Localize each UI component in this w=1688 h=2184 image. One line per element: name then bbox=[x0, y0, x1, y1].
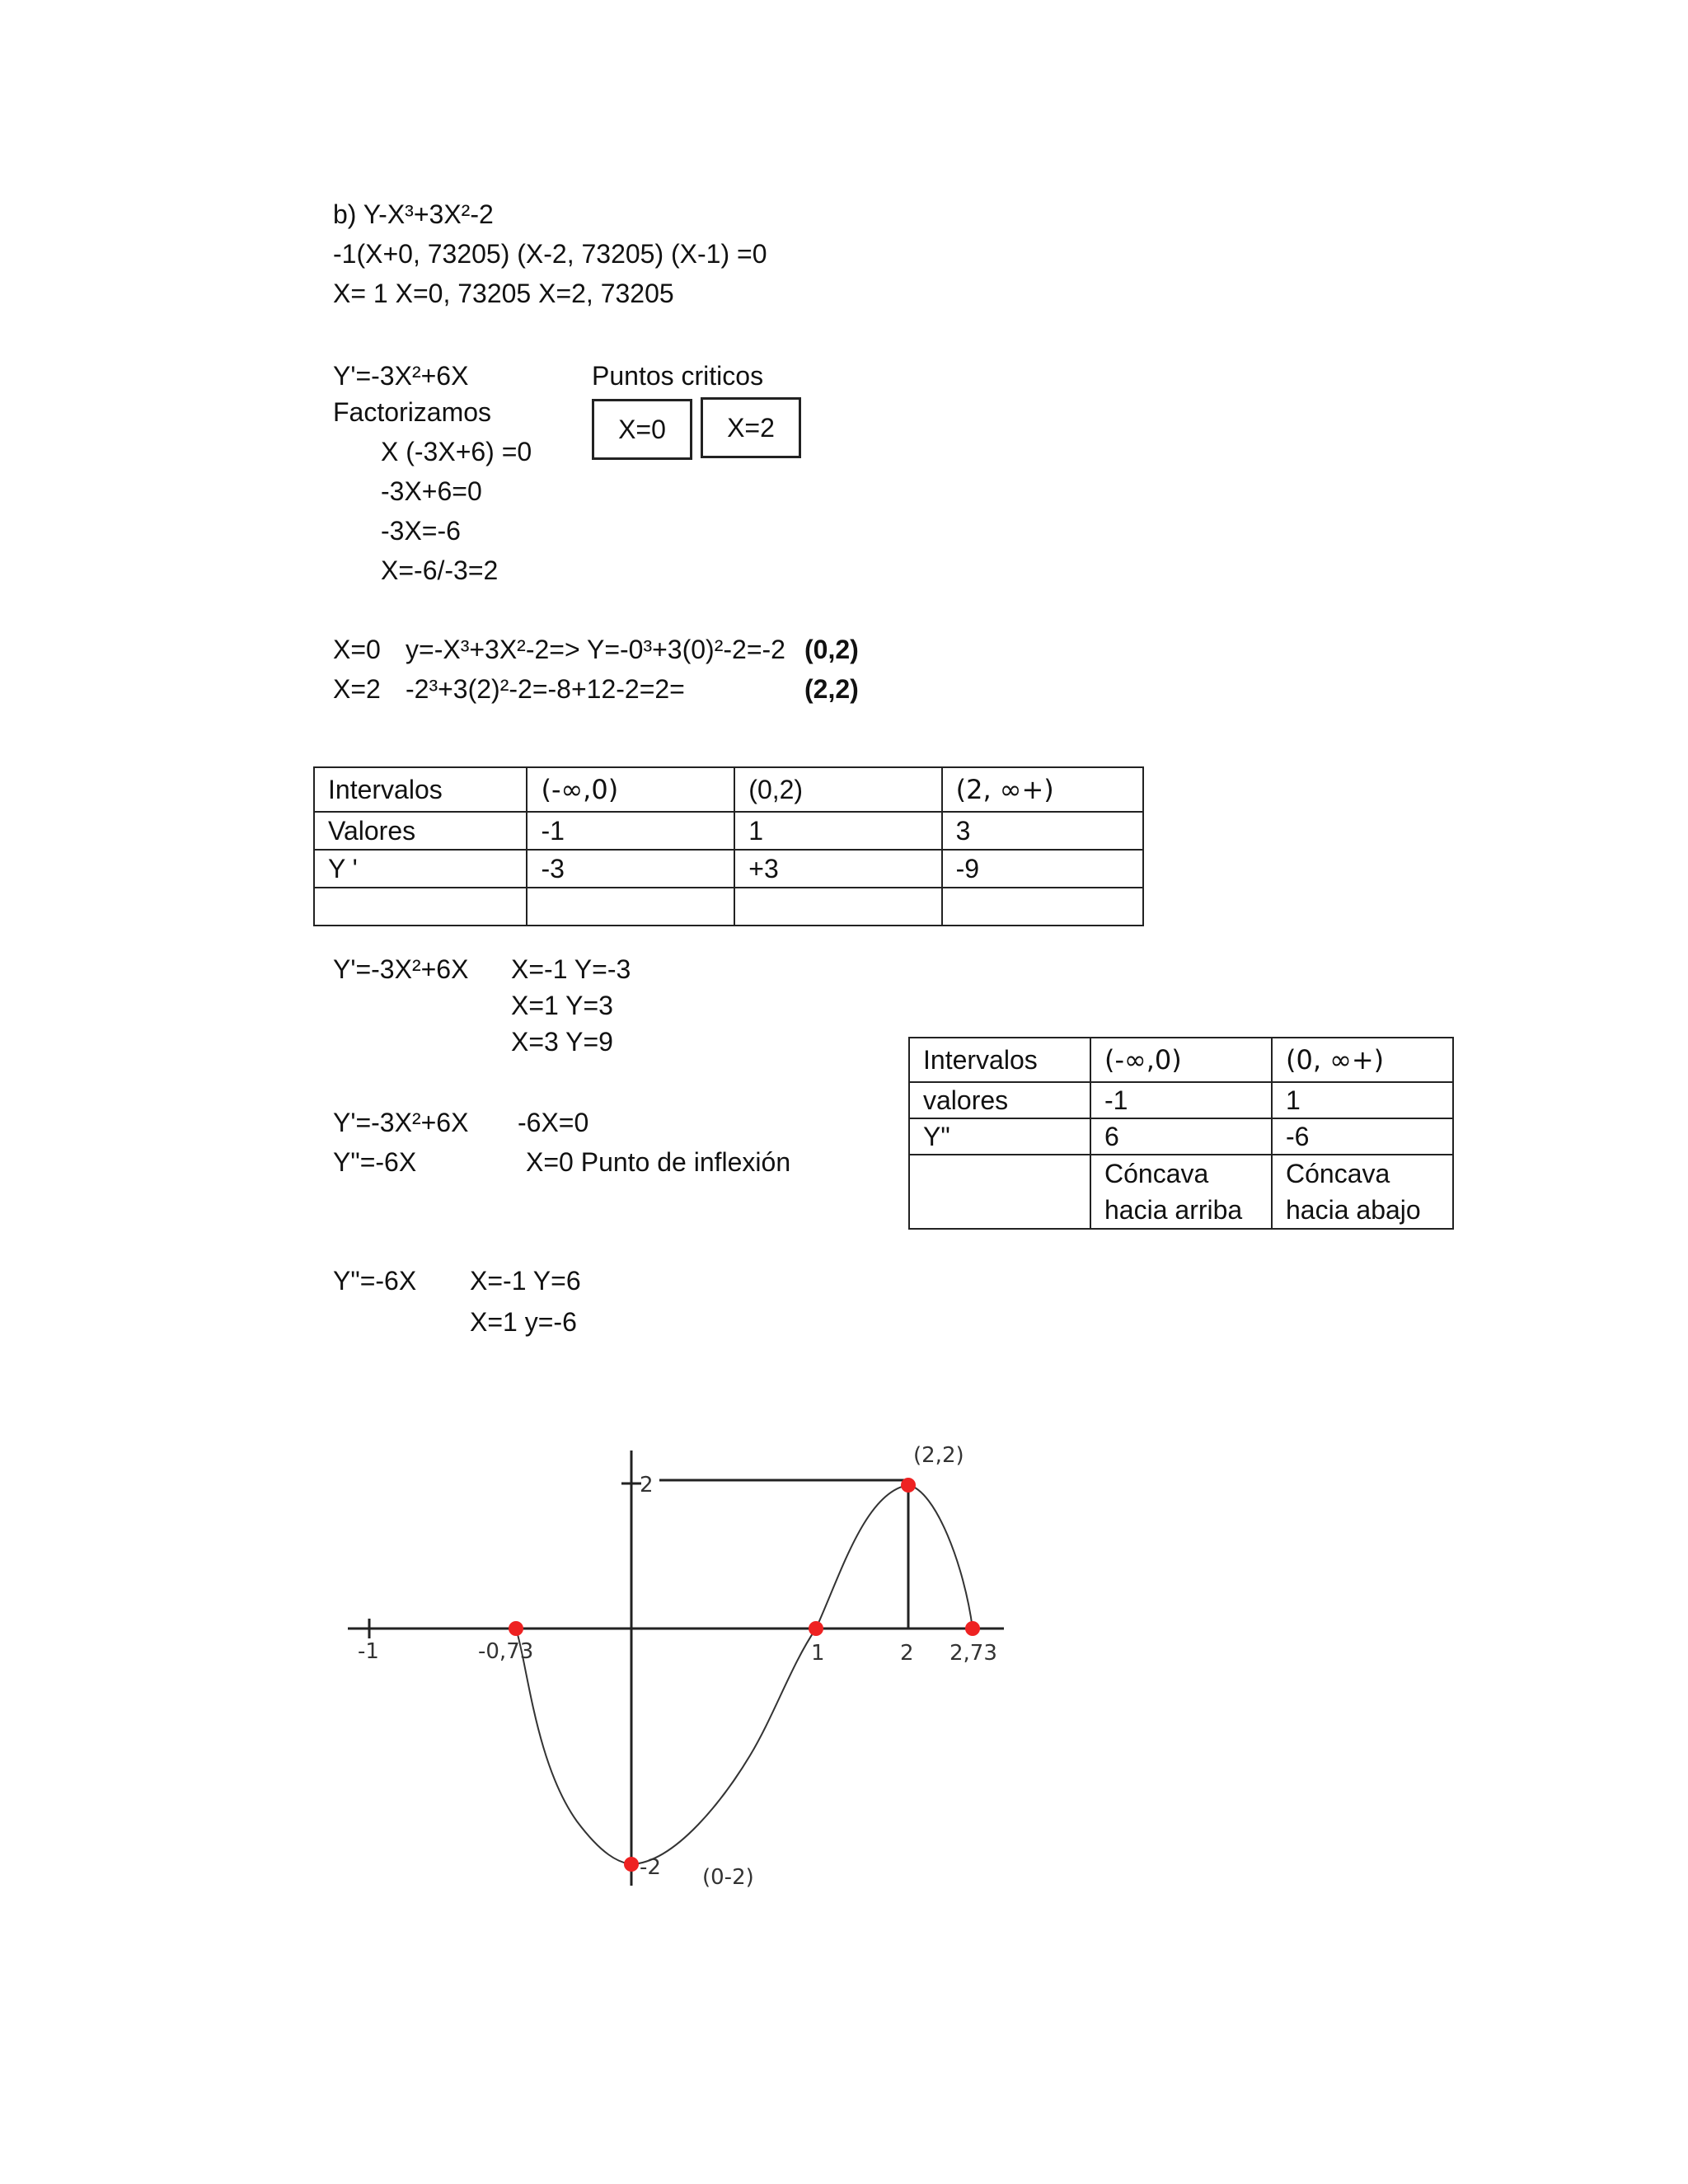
yprime-label: Y'=-3X²+6X bbox=[333, 954, 469, 984]
table-cell: (2, ∞+) bbox=[942, 767, 1143, 812]
table-cell: Y" bbox=[909, 1118, 1090, 1155]
ysecond-eval-row: X=-1 Y=6 bbox=[470, 1266, 581, 1296]
table-cell bbox=[734, 888, 941, 926]
eval-expression: -2³+3(2)²-2=-8+12-2=2= bbox=[406, 674, 685, 704]
y-tick-label: 2 bbox=[640, 1473, 654, 1497]
table-cell: 1 bbox=[1272, 1082, 1453, 1118]
table-cell: -3 bbox=[527, 850, 734, 888]
table-row bbox=[314, 850, 1143, 888]
table-cell: Y ' bbox=[314, 850, 527, 888]
second-derivative-table bbox=[908, 1037, 1454, 1230]
table-row bbox=[909, 1118, 1453, 1155]
table-cell: 1 bbox=[734, 812, 941, 850]
yprime-eval-row: X=3 Y=9 bbox=[511, 1027, 613, 1057]
table-row bbox=[314, 767, 1143, 812]
table-cell: 3 bbox=[942, 812, 1143, 850]
ysecond-eval-row: X=1 y=-6 bbox=[470, 1307, 577, 1337]
table-cell: Valores bbox=[314, 812, 527, 850]
factor-step: -3X+6=0 bbox=[381, 476, 482, 506]
table-cell bbox=[314, 888, 527, 926]
factor-step: -3X=-6 bbox=[381, 516, 461, 546]
factored-equation: -1(X+0, 73205) (X-2, 73205) (X-1) =0 bbox=[333, 239, 767, 269]
table-cell: (-∞,0) bbox=[1090, 1038, 1272, 1082]
critical-point-box bbox=[701, 397, 801, 458]
table-row bbox=[909, 1038, 1453, 1082]
yprime-eval-row: X=1 Y=3 bbox=[511, 991, 613, 1020]
critical-point-box bbox=[592, 399, 692, 460]
table-cell: +3 bbox=[734, 850, 941, 888]
roots-line: X= 1 X=0, 73205 X=2, 73205 bbox=[333, 279, 674, 308]
x-tick-label: -0,73 bbox=[478, 1639, 534, 1664]
second-derivative-eq: Y'=-3X²+6X bbox=[333, 1108, 469, 1137]
inflection-point: X=0 Punto de inflexión bbox=[526, 1147, 791, 1177]
eval-label: X=0 bbox=[333, 635, 381, 664]
factor-step: X (-3X+6) =0 bbox=[381, 437, 532, 466]
table-cell: Intervalos bbox=[314, 767, 527, 812]
x-tick-label: 2 bbox=[900, 1641, 914, 1666]
table-row bbox=[314, 812, 1143, 850]
maximum-point bbox=[901, 1478, 916, 1493]
table-cell: 6 bbox=[1090, 1118, 1272, 1155]
table-cell: valores bbox=[909, 1082, 1090, 1118]
table-cell bbox=[527, 888, 734, 926]
eval-expression: y=-X³+3X²-2=> Y=-0³+3(0)²-2=-2 bbox=[406, 635, 785, 664]
root-point bbox=[809, 1621, 823, 1636]
table-row bbox=[909, 1155, 1453, 1229]
x-tick-label: 2,73 bbox=[950, 1641, 997, 1666]
table-cell bbox=[942, 888, 1143, 926]
function-graph bbox=[330, 1434, 1022, 1896]
concavity-cell: Cóncava hacia abajo bbox=[1272, 1155, 1453, 1229]
table-cell: (0,2) bbox=[734, 767, 941, 812]
table-cell: (0, ∞+) bbox=[1272, 1038, 1453, 1082]
second-derivative-eq: -6X=0 bbox=[518, 1108, 589, 1137]
table-cell: (-∞,0) bbox=[527, 767, 734, 812]
first-derivative: Y'=-3X²+6X bbox=[333, 361, 469, 391]
yprime-eval-row: X=-1 Y=-3 bbox=[511, 954, 631, 984]
eval-result: (0,2) bbox=[804, 635, 859, 664]
equation-line: b) Y-X³+3X²-2 bbox=[333, 199, 494, 229]
cubic-curve bbox=[516, 1485, 973, 1864]
table-row bbox=[314, 888, 1143, 926]
root-point bbox=[509, 1621, 523, 1636]
y-tick-label: -2 bbox=[640, 1855, 661, 1880]
maximum-label: (2,2) bbox=[913, 1443, 964, 1468]
ysecond-label: Y"=-6X bbox=[333, 1266, 417, 1296]
table-cell: -6 bbox=[1272, 1118, 1453, 1155]
first-derivative-table bbox=[313, 766, 1144, 926]
second-derivative-eq: Y"=-6X bbox=[333, 1147, 417, 1177]
critical-point-value: X=2 bbox=[727, 412, 775, 443]
root-point bbox=[965, 1621, 980, 1636]
factor-step: X=-6/-3=2 bbox=[381, 555, 499, 585]
table-cell: -1 bbox=[527, 812, 734, 850]
x-tick-label: 1 bbox=[811, 1641, 825, 1666]
table-cell: -9 bbox=[942, 850, 1143, 888]
eval-result: (2,2) bbox=[804, 674, 859, 704]
minimum-label: (0-2) bbox=[702, 1865, 754, 1890]
concavity-cell: Cóncava hacia arriba bbox=[1090, 1155, 1272, 1229]
table-row bbox=[909, 1082, 1453, 1118]
eval-label: X=2 bbox=[333, 674, 381, 704]
table-cell: -1 bbox=[1090, 1082, 1272, 1118]
x-tick-label: -1 bbox=[358, 1639, 379, 1664]
minimum-point bbox=[624, 1857, 639, 1872]
factor-title: Factorizamos bbox=[333, 397, 492, 427]
table-cell: Intervalos bbox=[909, 1038, 1090, 1082]
table-cell bbox=[909, 1155, 1090, 1229]
critical-point-value: X=0 bbox=[618, 414, 666, 444]
critical-points-title: Puntos criticos bbox=[592, 361, 764, 391]
